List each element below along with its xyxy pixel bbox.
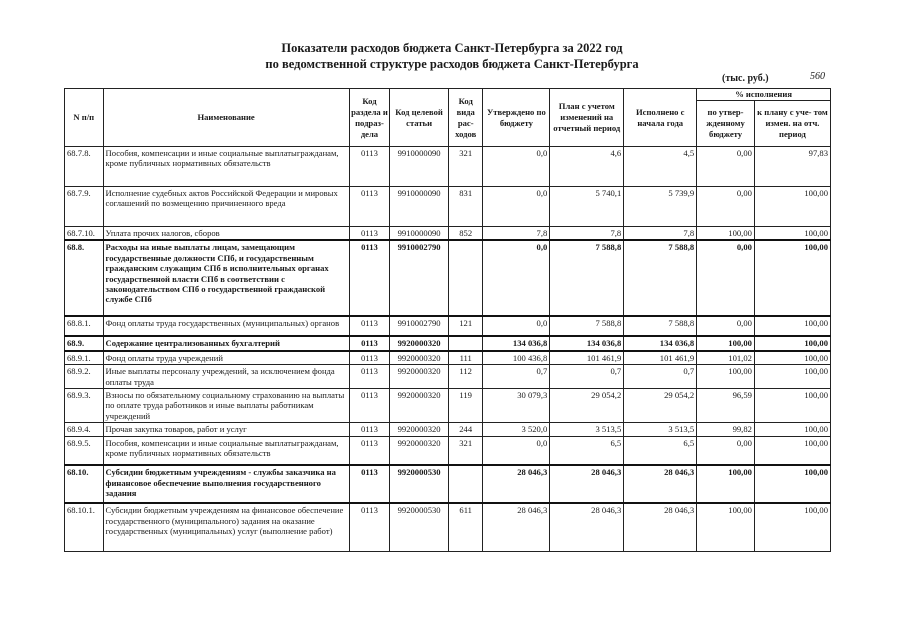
row-target-code: 9920000320 xyxy=(390,351,449,365)
row-executed: 5 739,9 xyxy=(624,187,697,227)
table-row xyxy=(65,503,831,551)
row-target-code: 9920000320 xyxy=(390,365,449,389)
row-target-code: 9920000530 xyxy=(390,503,449,551)
row-approved: 30 079,3 xyxy=(483,389,550,423)
row-number: 68.9.2. xyxy=(65,365,104,389)
row-plan: 28 046,3 xyxy=(550,465,624,503)
row-name: Пособия, компенсации и иные социальные выплатыгражданам, кроме публичных нормативных обязательств xyxy=(103,147,349,187)
row-type-code xyxy=(448,240,482,316)
row-percent-plan: 100,00 xyxy=(754,336,830,350)
row-name: Пособия, компенсации и иные социальные выплатыгражданам, кроме публичных нормативных обязательств xyxy=(103,436,349,465)
row-percent-plan: 100,00 xyxy=(754,389,830,423)
table-row xyxy=(65,465,831,503)
header-percent-plan: к плану с уче- том измен. на отч. период xyxy=(754,101,830,147)
row-approved: 28 046,3 xyxy=(483,503,550,551)
row-plan: 5 740,1 xyxy=(550,187,624,227)
row-approved: 0,0 xyxy=(483,187,550,227)
header-num: N п/п xyxy=(65,89,104,147)
header-name: Наименование xyxy=(103,89,349,147)
row-number: 68.7.9. xyxy=(65,187,104,227)
row-number: 68.7.10. xyxy=(65,227,104,241)
table-row xyxy=(65,316,831,336)
row-section-code: 0113 xyxy=(349,336,390,350)
row-plan: 28 046,3 xyxy=(550,503,624,551)
row-approved: 3 520,0 xyxy=(483,423,550,436)
row-executed: 7 588,8 xyxy=(624,240,697,316)
row-percent-approved: 0,00 xyxy=(697,240,755,316)
row-number: 68.9.4. xyxy=(65,423,104,436)
row-percent-approved: 100,00 xyxy=(697,336,755,350)
row-name: Расходы на иные выплаты лицам, замещающим государственные должности СПб, и государственным гражданским служащим СПб в исполнительных органах государственной власти СПб в соответствии с законодательством СПб о государственной гражданской службе СПб xyxy=(103,240,349,316)
row-percent-approved: 0,00 xyxy=(697,187,755,227)
row-target-code: 9920000320 xyxy=(390,436,449,465)
document-title-line-2: по ведомственной структуре расходов бюджета Санкт-Петербурга xyxy=(265,57,639,71)
row-number: 68.10. xyxy=(65,465,104,503)
header-section-code: Код раздела и подраз- дела xyxy=(349,89,390,147)
row-executed: 101 461,9 xyxy=(624,351,697,365)
row-section-code: 0113 xyxy=(349,365,390,389)
row-plan: 7 588,8 xyxy=(550,240,624,316)
row-section-code: 0113 xyxy=(349,187,390,227)
table-row xyxy=(65,436,831,465)
row-executed: 28 046,3 xyxy=(624,465,697,503)
row-name: Взносы по обязательному социальному страхованию на выплаты по оплате труда работников и иные выплаты работникам учреждений xyxy=(103,389,349,423)
row-percent-approved: 100,00 xyxy=(697,465,755,503)
row-approved: 134 036,8 xyxy=(483,336,550,350)
budget-rows xyxy=(65,147,831,552)
row-executed: 3 513,5 xyxy=(624,423,697,436)
row-approved: 0,0 xyxy=(483,240,550,316)
row-executed: 134 036,8 xyxy=(624,336,697,350)
row-type-code: 321 xyxy=(448,436,482,465)
row-percent-approved: 0,00 xyxy=(697,316,755,336)
row-type-code: 831 xyxy=(448,187,482,227)
row-executed: 28 046,3 xyxy=(624,503,697,551)
table-row xyxy=(65,336,831,350)
row-type-code: 111 xyxy=(448,351,482,365)
row-type-code: 852 xyxy=(448,227,482,241)
budget-table xyxy=(64,88,831,552)
row-section-code: 0113 xyxy=(349,147,390,187)
header-executed: Исполнено с начала года xyxy=(624,89,697,147)
table-row xyxy=(65,351,831,365)
row-target-code: 9910000090 xyxy=(390,147,449,187)
row-section-code: 0113 xyxy=(349,240,390,316)
row-type-code xyxy=(448,336,482,350)
row-number: 68.10.1. xyxy=(65,503,104,551)
row-type-code: 321 xyxy=(448,147,482,187)
row-type-code: 611 xyxy=(448,503,482,551)
header-target-code: Код целевой статьи xyxy=(390,89,449,147)
row-plan: 4,6 xyxy=(550,147,624,187)
row-percent-plan: 100,00 xyxy=(754,423,830,436)
row-section-code: 0113 xyxy=(349,389,390,423)
row-plan: 29 054,2 xyxy=(550,389,624,423)
row-type-code: 112 xyxy=(448,365,482,389)
table-row xyxy=(65,240,831,316)
row-number: 68.9.3. xyxy=(65,389,104,423)
row-percent-plan: 100,00 xyxy=(754,465,830,503)
row-name: Субсидии бюджетным учреждениям - службы заказчика на финансовое обеспечение выполнения государственного задания xyxy=(103,465,349,503)
row-plan: 7 588,8 xyxy=(550,316,624,336)
row-name: Фонд оплаты труда учреждений xyxy=(103,351,349,365)
row-percent-approved: 100,00 xyxy=(697,227,755,241)
row-approved: 0,0 xyxy=(483,147,550,187)
row-name: Исполнение судебных актов Российской Федерации и мировых соглашений по возмещению причиненного вреда xyxy=(103,187,349,227)
row-section-code: 0113 xyxy=(349,423,390,436)
header-percent-approved: по утвер- жденному бюджету xyxy=(697,101,755,147)
row-number: 68.9. xyxy=(65,336,104,350)
row-section-code: 0113 xyxy=(349,351,390,365)
row-percent-approved: 96,59 xyxy=(697,389,755,423)
row-percent-plan: 100,00 xyxy=(754,240,830,316)
row-section-code: 0113 xyxy=(349,316,390,336)
row-name: Прочая закупка товаров, работ и услуг xyxy=(103,423,349,436)
table-row xyxy=(65,147,831,187)
header-plan: План с учетом изменений на отчетный период xyxy=(550,89,624,147)
row-plan: 3 513,5 xyxy=(550,423,624,436)
row-executed: 7,8 xyxy=(624,227,697,241)
row-name: Содержание централизованных бухгалтерий xyxy=(103,336,349,350)
row-executed: 4,5 xyxy=(624,147,697,187)
row-approved: 7,8 xyxy=(483,227,550,241)
row-number: 68.8. xyxy=(65,240,104,316)
row-target-code: 9920000530 xyxy=(390,465,449,503)
row-number: 68.9.1. xyxy=(65,351,104,365)
row-name: Фонд оплаты труда государственных (муниципальных) органов xyxy=(103,316,349,336)
document-title-line-1: Показатели расходов бюджета Санкт-Петербурга за 2022 год xyxy=(281,41,623,55)
table-row xyxy=(65,187,831,227)
header-approved: Утверждено по бюджету xyxy=(483,89,550,147)
row-plan: 7,8 xyxy=(550,227,624,241)
row-executed: 29 054,2 xyxy=(624,389,697,423)
row-percent-plan: 100,00 xyxy=(754,227,830,241)
row-type-code: 119 xyxy=(448,389,482,423)
row-executed: 7 588,8 xyxy=(624,316,697,336)
row-number: 68.8.1. xyxy=(65,316,104,336)
row-type-code: 121 xyxy=(448,316,482,336)
row-target-code: 9910002790 xyxy=(390,240,449,316)
units-label: (тыс. руб.) xyxy=(722,73,769,84)
row-approved: 0,0 xyxy=(483,316,550,336)
row-section-code: 0113 xyxy=(349,503,390,551)
row-percent-plan: 100,00 xyxy=(754,503,830,551)
row-name: Субсидии бюджетным учреждениям на финансовое обеспечение государственного (муниципального) задания на оказание государственных (муниципальных) услуг (выполнение работ) xyxy=(103,503,349,551)
row-percent-plan: 100,00 xyxy=(754,436,830,465)
table-row xyxy=(65,423,831,436)
row-executed: 0,7 xyxy=(624,365,697,389)
row-section-code: 0113 xyxy=(349,227,390,241)
row-percent-plan: 100,00 xyxy=(754,365,830,389)
row-approved: 0,0 xyxy=(483,436,550,465)
row-type-code: 244 xyxy=(448,423,482,436)
row-target-code: 9910002790 xyxy=(390,316,449,336)
table-row xyxy=(65,389,831,423)
row-percent-approved: 0,00 xyxy=(697,147,755,187)
row-target-code: 9920000320 xyxy=(390,336,449,350)
row-plan: 101 461,9 xyxy=(550,351,624,365)
header-percent-group: % исполнения xyxy=(697,89,831,101)
row-plan: 134 036,8 xyxy=(550,336,624,350)
row-percent-approved: 100,00 xyxy=(697,365,755,389)
row-percent-plan: 100,00 xyxy=(754,316,830,336)
row-type-code xyxy=(448,465,482,503)
row-target-code: 9910000090 xyxy=(390,227,449,241)
row-executed: 6,5 xyxy=(624,436,697,465)
row-approved: 100 436,8 xyxy=(483,351,550,365)
row-percent-approved: 100,00 xyxy=(697,503,755,551)
row-percent-approved: 0,00 xyxy=(697,436,755,465)
row-approved: 0,7 xyxy=(483,365,550,389)
row-target-code: 9920000320 xyxy=(390,423,449,436)
row-plan: 6,5 xyxy=(550,436,624,465)
row-section-code: 0113 xyxy=(349,465,390,503)
row-number: 68.7.8. xyxy=(65,147,104,187)
header-type-code: Код вида рас- ходов xyxy=(448,89,482,147)
row-percent-plan: 97,83 xyxy=(754,147,830,187)
row-percent-approved: 99,82 xyxy=(697,423,755,436)
row-name: Иные выплаты персоналу учреждений, за исключением фонда оплаты труда xyxy=(103,365,349,389)
table-row xyxy=(65,227,831,241)
table-row xyxy=(65,365,831,389)
row-target-code: 9910000090 xyxy=(390,187,449,227)
row-section-code: 0113 xyxy=(349,436,390,465)
row-percent-plan: 100,00 xyxy=(754,351,830,365)
row-plan: 0,7 xyxy=(550,365,624,389)
row-percent-approved: 101,02 xyxy=(697,351,755,365)
row-name: Уплата прочих налогов, сборов xyxy=(103,227,349,241)
row-approved: 28 046,3 xyxy=(483,465,550,503)
page-number: 560 xyxy=(810,71,825,82)
row-percent-plan: 100,00 xyxy=(754,187,830,227)
row-number: 68.9.5. xyxy=(65,436,104,465)
row-target-code: 9920000320 xyxy=(390,389,449,423)
